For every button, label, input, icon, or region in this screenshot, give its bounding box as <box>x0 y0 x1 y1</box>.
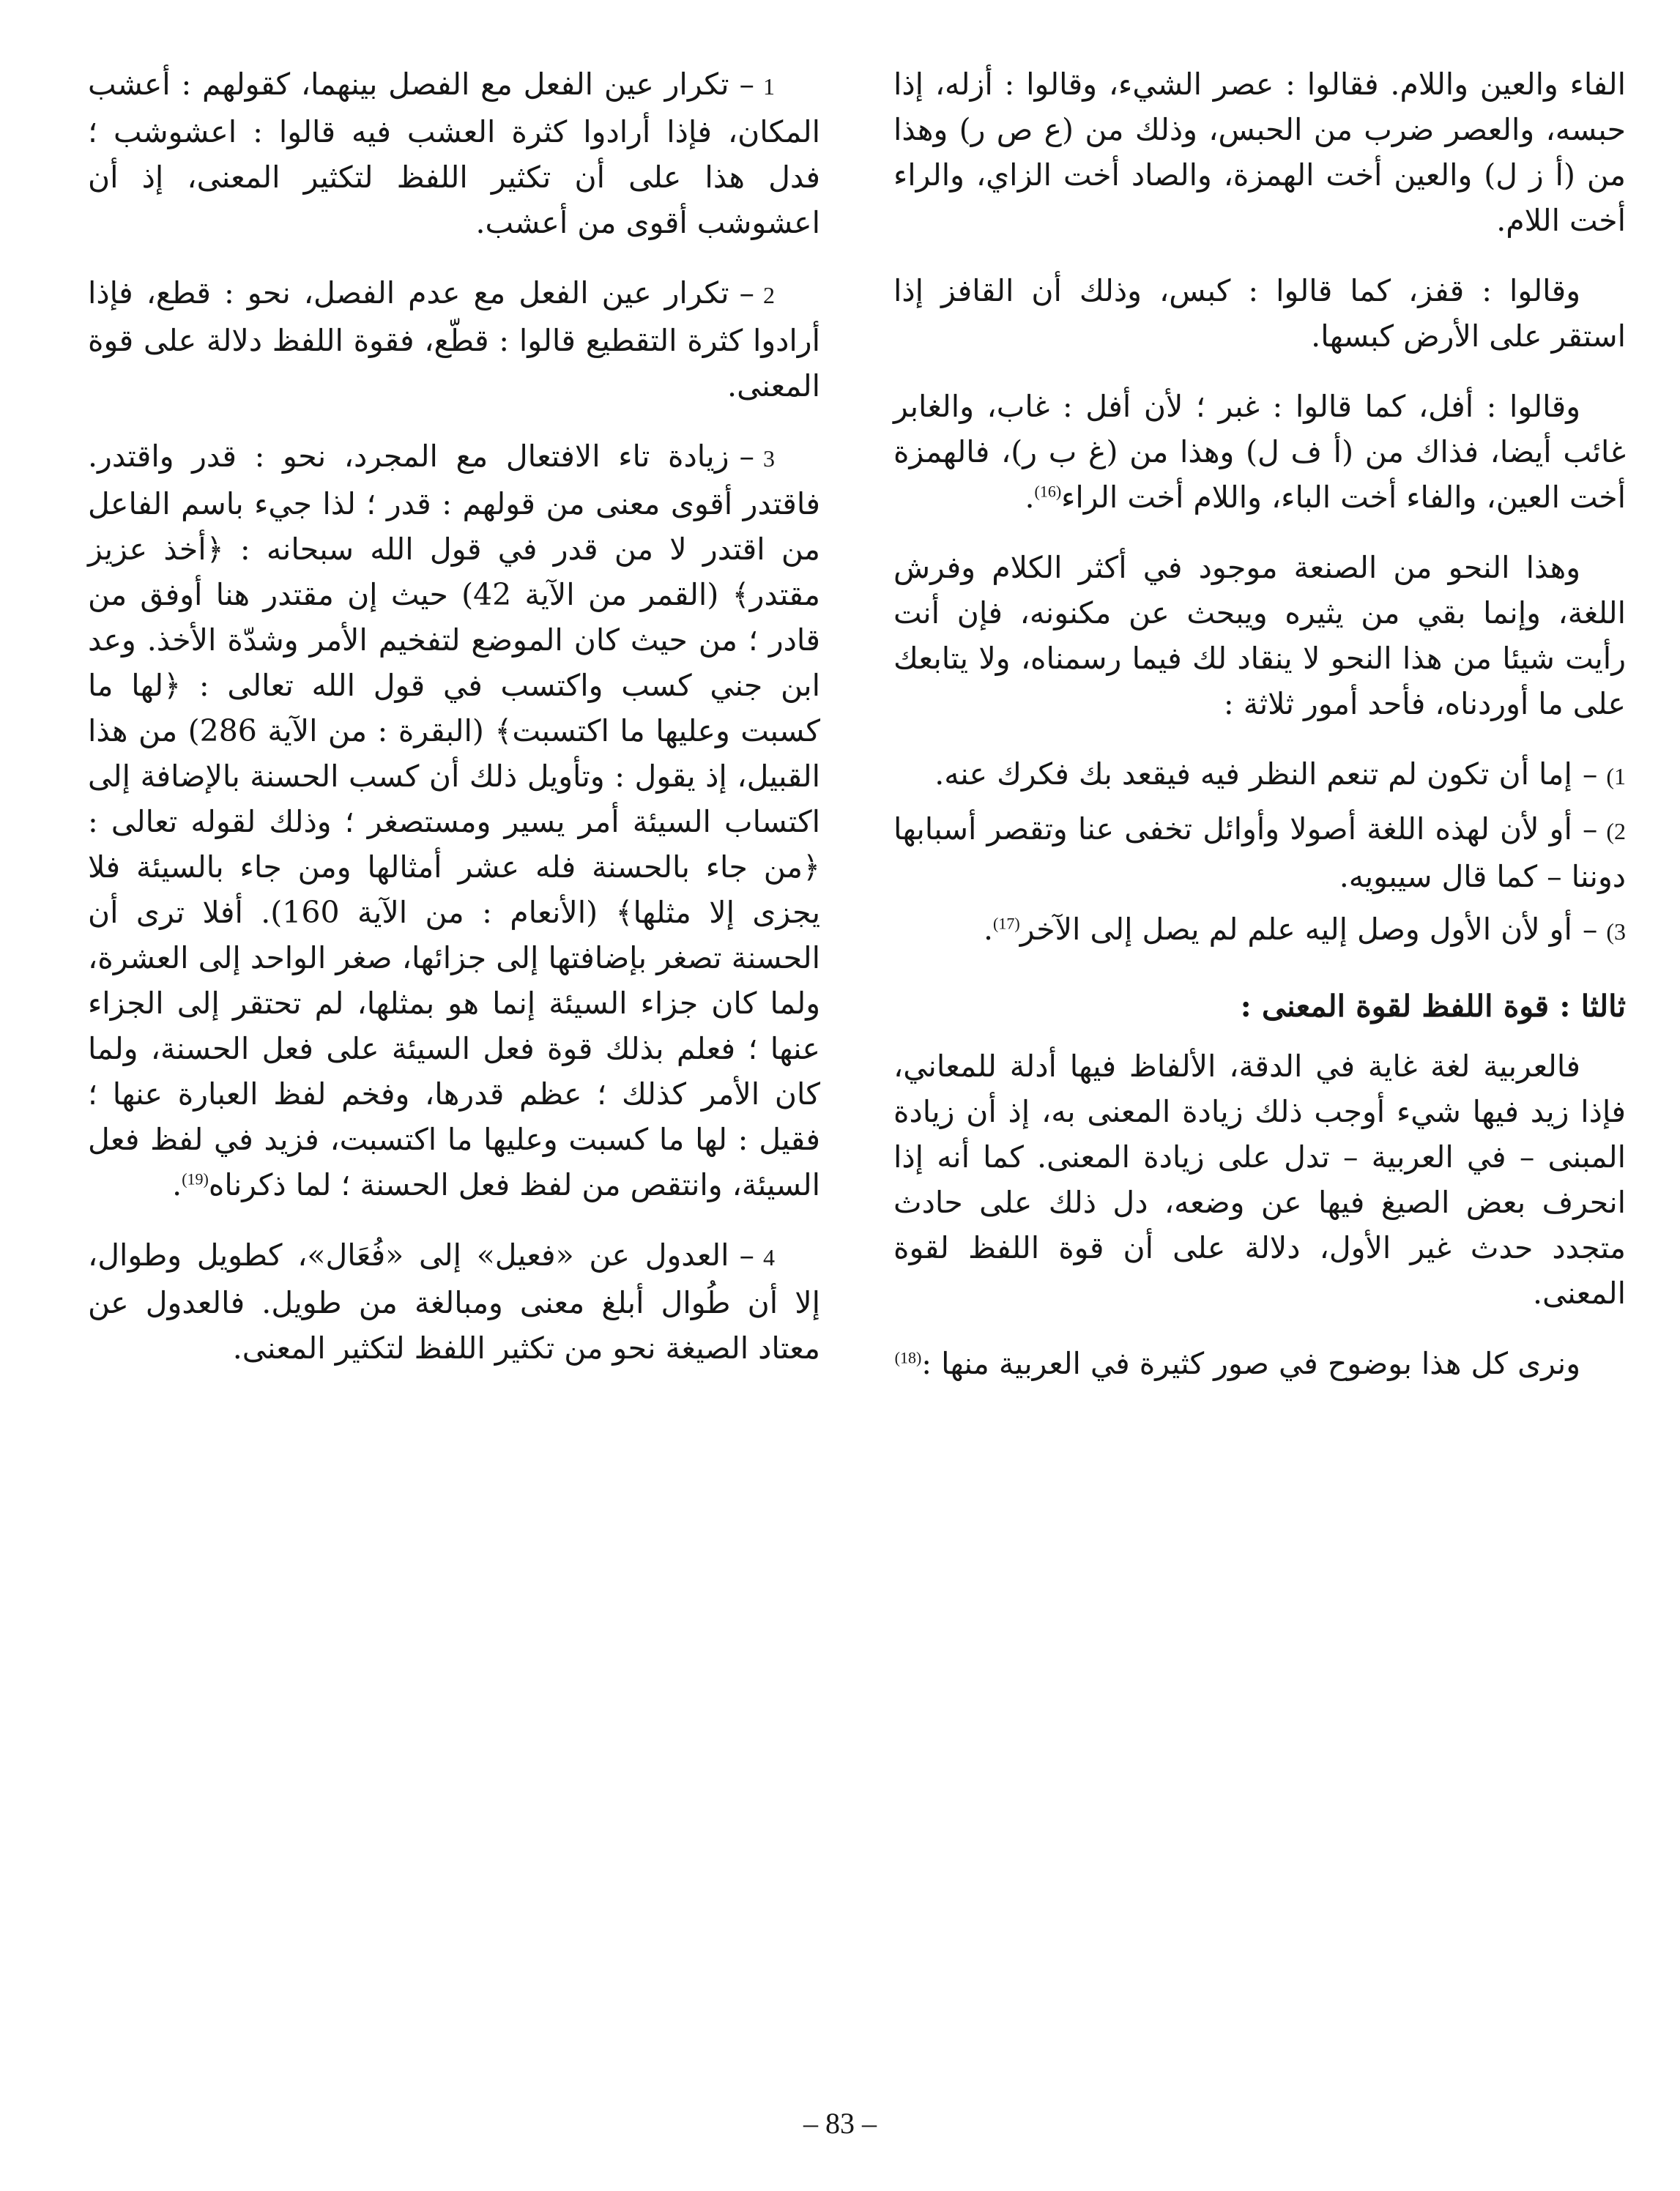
list-item: 3–زيادة تاء الافتعال مع المجرد، نحو : قدر واقتدر. فاقتدر أقوى معنى من قولهم : قدر ؛ لذا جيء باسم الفاعل من اقتدر لا من قدر في قول الله سبحانه : ﴿أخذ عزيز مقتدر﴾ (القمر من الآية 42) حيث إن مقتدر هنا أوفق من قادر ؛ من حيث كان الموضع لتفخيم الأمر وشدّة الأخذ. وعد ابن جني كسب واكتسب في قول الله تعالى : ﴿لها ما كسبت وعليها ما اكتسبت﴾ (البقرة : من الآية 286) من هذا القبيل، إذ يقول : وتأويل ذلك أن كسب الحسنة بالإضافة إلى اكتساب السيئة أمر يسير ومستصغر ؛ وذلك لقوله تعالى : ﴿من جاء بالحسنة فله عشر أمثالها ومن جاء بالسيئة فلا يجزى إلا مثلها﴾ (الأنعام : من الآية 160). أفلا ترى أن الحسنة تصغر بإضافتها إلى جزائها، صغر الواحد إلى العشرة، ولما كان جزاء السيئة إنما هو بمثلها، لم تحتقر إلى الجزاء عنها ؛ فعلم بذلك قوة فعل السيئة على فعل الحسنة، ولما كان الأمر كذلك ؛ عظم قدرها، وفخم لفظ العبارة عنها ؛ فقيل : لها ما كسبت وعليها ما اكتسبت، فزيد في لفظ فعل السيئة، وانتقص من لفظ فعل الحسنة ؛ لما ذكرناه$^{(19)}$. <box>88 439 820 1202</box>
paragraph-text: وقالوا : قفز، كما قالوا : كبس، وذلك أن القافز إذا استقر على الأرض كبسها. <box>893 273 1626 354</box>
item-text: تكرار عين الفعل مع عدم الفصل، نحو : قطع، فإذا أرادوا كثرة التقطيع قالوا : قطّع، فقوة اللفظ دلالة على قوة المعنى. <box>88 275 820 403</box>
paragraph <box>893 268 1626 359</box>
item-dash: – <box>739 439 754 474</box>
paragraph <box>893 384 1626 520</box>
paragraph-text: وقالوا : أفل، كما قالوا : غبر ؛ لأن أفل : غاب، والغابر غائب أيضا، فذاك من (أ ف ل) وهذا من (غ ب ر)، فالهمزة أخت العين، والفاء أخت الباء، واللام أخت الراء <box>893 389 1626 515</box>
paragraph-text: ونرى كل هذا بوضوح في صور كثيرة في العربية منها : <box>921 1346 1580 1381</box>
item-number: 2 <box>763 282 775 308</box>
footnote-marker: (16) <box>1034 482 1062 501</box>
item-text: تكرار عين الفعل مع الفصل بينهما، كقولهم : أعشب المكان، فإذا أرادوا كثرة العشب فيه قالوا : اعشوشب ؛ فدل هذا على أن تكثير اللفظ لتكثير المعنى، إذ أن اعشوشب أقوى من أعشب. <box>88 67 820 240</box>
list-item <box>88 1232 820 1371</box>
item-number: 3 <box>763 445 775 472</box>
item-text: زيادة تاء الافتعال مع المجرد، نحو : قدر واقتدر. فاقتدر أقوى معنى من قولهم : قدر ؛ لذا جيء باسم الفاعل من اقتدر لا من قدر في قول الله سبحانه : ﴿أخذ عزيز مقتدر﴾ (القمر من الآية 42) حيث إن مقتدر هنا أوفق من قادر ؛ من حيث كان الموضع لتفخيم الأمر وشدّة الأخذ. وعد ابن جني كسب واكتسب في قول الله تعالى : ﴿لها ما كسبت وعليها ما اكتسبت﴾ (البقرة : من الآية 286) من هذا القبيل، إذ يقول : وتأويل ذلك أن كسب الحسنة بالإضافة إلى اكتساب السيئة أمر يسير ومستصغر ؛ وذلك لقوله تعالى : ﴿من جاء بالحسنة فله عشر أمثالها ومن جاء بالسيئة فلا يجزى إلا مثلها﴾ (الأنعام : من الآية 160). أفلا ترى أن الحسنة تصغر بإضافتها إلى جزائها، صغر الواحد إلى العشرة، ولما كان جزاء السيئة إنما هو بمثلها، لم تحتقر إلى الجزاء عنها ؛ فعلم بذلك قوة فعل السيئة على فعل الحسنة، ولما كان الأمر كذلك ؛ عظم قدرها، وفخم لفظ العبارة عنها ؛ فقيل : لها ما كسبت وعليها ما اكتسبت، فزيد في لفظ فعل السيئة، وانتقص من لفظ فعل الحسنة ؛ لما ذكرناه <box>88 439 820 1202</box>
footnote-marker: (18) <box>894 1348 922 1367</box>
item-text: أو لأن لهذه اللغة أصولا وأوائل تخفى عنا وتقصر أسبابها دوننا – كما قال سيبويه. <box>893 811 1626 894</box>
item-dash: – <box>1582 756 1598 792</box>
paragraph-text: فالعربية لغة غاية في الدقة، الألفاظ فيها أدلة للمعاني، فإذا زيد فيها شيء أوجب ذلك زيادة المعنى به، إذ أن زيادة المبنى – في العربية – تدل على زيادة المعنى. كما أنه إذا انحرف بعض الصيغ فيها عن وضعه، دل ذلك على حادث متجدد حدث غير الأول، دلالة على أن قوة اللفظ لقوة المعنى. <box>893 1049 1626 1311</box>
paragraph <box>893 1044 1626 1316</box>
paragraph-end: . <box>1025 480 1035 515</box>
item-number: 1) <box>1606 763 1626 789</box>
paragraph <box>893 62 1626 243</box>
item-dash: – <box>1582 811 1598 847</box>
item-dash: – <box>739 275 754 310</box>
item-dash: – <box>739 1238 754 1273</box>
footnote-marker: (19) <box>182 1169 209 1189</box>
paragraph <box>893 1341 1626 1386</box>
footnote-marker: (17) <box>993 914 1020 933</box>
list-item <box>893 751 1626 799</box>
section-heading: ثالثا : قوة اللفظ لقوة المعنى : <box>1240 989 1626 1024</box>
item-dash: – <box>1582 912 1598 947</box>
list-item <box>88 62 820 245</box>
list-item: 3)–أو لأن الأول وصل إليه علم لم يصل إلى الآخر$^{(17)}$. <box>983 912 1626 947</box>
paragraph-text: الفاء والعين واللام. فقالوا : عصر الشيء، وقالوا : أزله، إذا حبسه، والعصر ضرب من الحبس، وذلك من (ع ص ر) وهذا من (أ ز ل) والعين أخت الهمزة، والصاد أخت الزاي، والراء أخت اللام. <box>893 67 1626 238</box>
item-dash: – <box>739 67 754 102</box>
item-number: 3) <box>1606 918 1626 945</box>
page-number: – 83 – <box>803 2107 877 2140</box>
paragraph <box>893 545 1626 726</box>
paragraph-text: وهذا النحو من الصنعة موجود في أكثر الكلام وفرش اللغة، وإنما بقي من يثيره ويبحث عن مكنونه، فإن أنت رأيت شيئا من هذا النحو لا ينقاد لك فيما رسمناه، ولا يتابعك على ما أوردناه، فأحد أمور ثلاثة : <box>893 550 1626 721</box>
item-number: 1 <box>763 73 775 100</box>
item-text: إما أن تكون لم تنعم النظر فيه فيقعد بك فكرك عنه. <box>934 756 1572 792</box>
right-column <box>893 62 1626 1411</box>
left-column <box>88 62 820 1396</box>
item-number: 2) <box>1606 818 1626 844</box>
list-item <box>88 270 820 409</box>
item-number: 4 <box>763 1244 775 1271</box>
item-text: العدول عن «فعيل» إلى «فُعَال»، كطويل وطوال، إلا أن طُوال أبلغ معنى ومبالغة من طويل. فالعدول عن معتاد الصيغة نحو من تكثير اللفظ لتكثير المعنى. <box>88 1238 820 1366</box>
list-item <box>893 806 1626 899</box>
item-text: أو لأن الأول وصل إليه علم لم يصل إلى الآخر <box>1019 912 1572 947</box>
